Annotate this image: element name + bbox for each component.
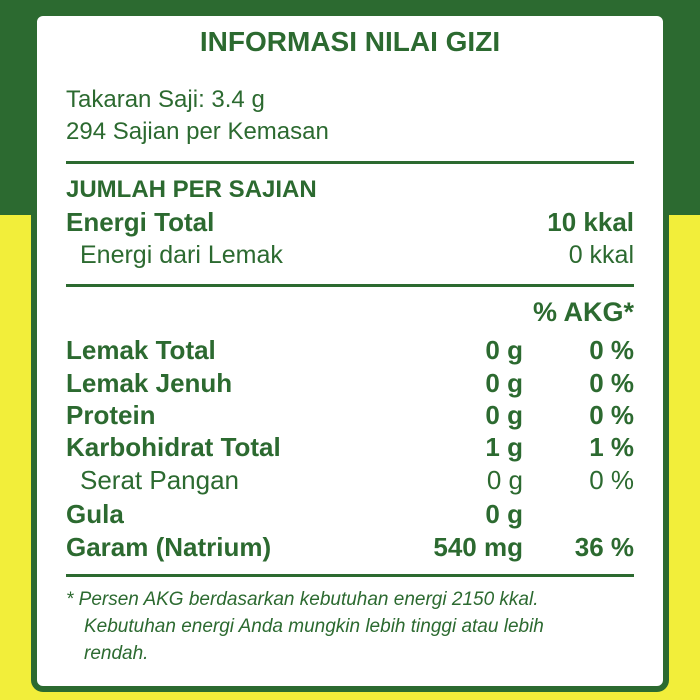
nutrient-label: Serat Pangan: [80, 465, 240, 495]
footnote-line: * Persen AKG berdasarkan kebutuhan energi 2150 kkal.: [66, 589, 539, 610]
nutrient-amount: 0 g: [485, 499, 523, 529]
nutrient-akg: 0 %: [589, 368, 634, 398]
nutrient-akg: 0 %: [589, 335, 634, 365]
divider-middle: [66, 284, 634, 287]
divider-top: [66, 161, 634, 164]
servings-per-pack: 294 Sajian per Kemasan: [66, 118, 329, 145]
nutrient-amount: 0 g: [485, 335, 523, 365]
nutrition-facts-panel: [31, 10, 669, 692]
footnote-line: rendah.: [84, 643, 149, 664]
divider-bottom: [66, 574, 634, 577]
panel-title: INFORMASI NILAI GIZI: [199, 26, 501, 57]
nutrient-akg: 36 %: [574, 532, 634, 562]
nutrient-amount: 0 g: [485, 400, 523, 430]
nutrient-amount: 1 g: [485, 432, 523, 462]
energy-total-value: 10 kkal: [547, 207, 634, 237]
nutrient-amount: 0 g: [485, 368, 523, 398]
nutrient-akg: 1 %: [589, 432, 634, 462]
per-serving-heading: JUMLAH PER SAJIAN: [66, 176, 317, 203]
serving-size: Takaran Saji: 3.4 g: [66, 86, 265, 113]
energy-fat-value: 0 kkal: [568, 241, 634, 269]
energy-fat-label: Energi dari Lemak: [80, 241, 283, 269]
nutrient-label: Karbohidrat Total: [66, 432, 281, 462]
footnote-line: Kebutuhan energi Anda mungkin lebih tinggi atau lebih: [84, 616, 544, 637]
footnote: [66, 586, 544, 667]
nutrient-label: Lemak Total: [66, 335, 216, 365]
akg-header: % AKG*: [532, 297, 634, 327]
nutrient-akg: 0 %: [589, 465, 634, 495]
nutrient-amount: 0 g: [486, 465, 523, 495]
nutrient-amount: 540 mg: [433, 532, 523, 562]
energy-total-label: Energi Total: [66, 207, 215, 237]
nutrient-akg: 0 %: [589, 400, 634, 430]
nutrient-label: Garam (Natrium): [66, 532, 272, 562]
nutrient-label: Lemak Jenuh: [66, 368, 233, 398]
nutrient-label: Gula: [66, 499, 124, 529]
nutrient-label: Protein: [66, 400, 156, 430]
